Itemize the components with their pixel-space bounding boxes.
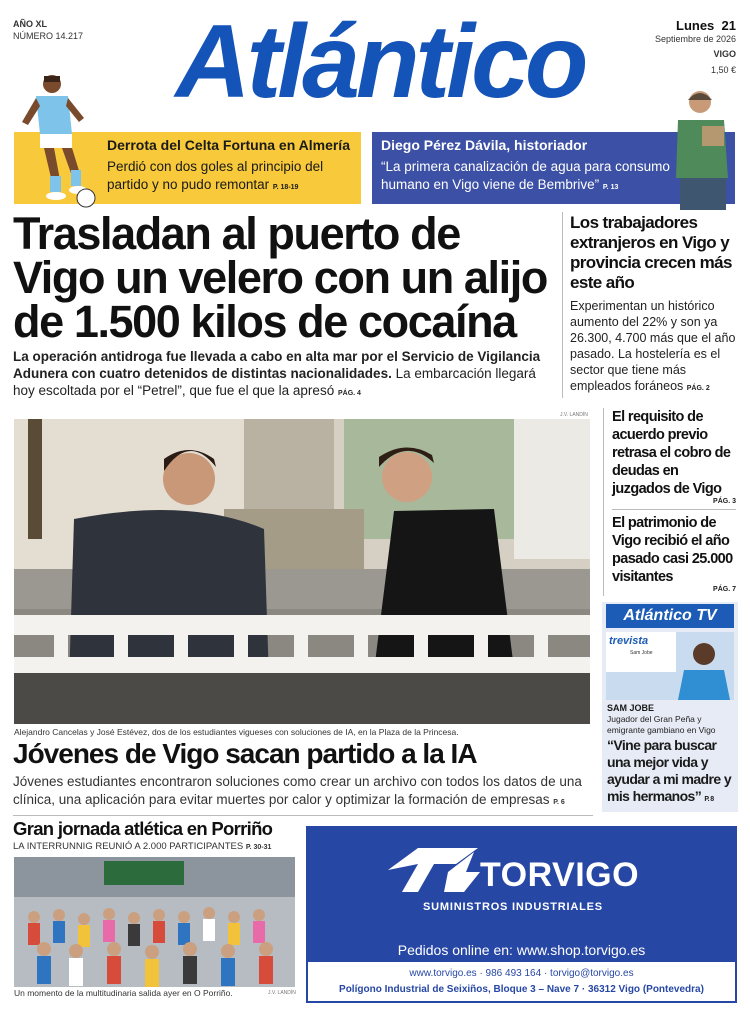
edition-year: AÑO XL <box>13 19 48 29</box>
teaser-historian-text: “La primera canalización de agua para consumo humano en Vigo viene de Bembrive” P. 13 <box>381 159 670 192</box>
second-story-page: P. 6 <box>553 799 565 806</box>
historian-image <box>666 86 742 210</box>
teaser-celta-page: P. 18-19 <box>272 184 299 191</box>
ad-brand: TORVIGO <box>480 856 640 894</box>
third-story-page: P. 30-31 <box>245 844 272 851</box>
tv-screen-sub: Sam Jobe <box>630 650 653 656</box>
brief-divider <box>603 408 604 596</box>
price: 1,50 € <box>710 65 736 75</box>
second-story-text: Jóvenes estudiantes encontraron soluciones como crear un archivo con todos los datos de una clínica, una aplicación para evitar muertes por calor y optimizar la formación de empresas P. 6 <box>13 774 582 807</box>
photo-caption: Alejandro Cancelas y José Estévez, dos de los estudiantes vigueses con soluciones de IA, en la Plaza de la Princesa. <box>14 727 459 737</box>
teaser-celta-text: Perdió con dos goles al principio del partido y no pudo remontar P. 18-19 <box>107 159 324 192</box>
teaser-historian-title: Diego Pérez Dávila, historiador <box>381 137 588 153</box>
brief-rule <box>612 509 736 510</box>
main-subheadline <box>13 348 558 402</box>
race-photo[interactable] <box>14 857 295 987</box>
teaser-celta-title: Derrota del Celta Fortuna en Almería <box>107 137 350 153</box>
main-page-ref: PÁG. 4 <box>337 390 361 397</box>
torvigo-ad[interactable] <box>306 826 737 1003</box>
edition-number: NÚMERO 14.217 <box>13 31 84 41</box>
atlantico-tv-box[interactable] <box>602 602 738 812</box>
tv-page: P. 8 <box>704 796 714 803</box>
column-divider <box>562 212 563 398</box>
photo-credit: J.V. LANDÍN <box>560 412 588 418</box>
edition-info <box>13 18 83 42</box>
ad-online[interactable]: Pedidos online en: www.shop.torvigo.es <box>397 942 646 958</box>
tv-thumbnail[interactable] <box>606 632 734 700</box>
day-number: 21 <box>721 18 736 33</box>
city: VIGO <box>713 49 736 59</box>
main-headline[interactable]: Trasladan al puerto de Vigo un velero con un alijo de 1.500 kilos de cocaína <box>13 208 547 347</box>
brief-item[interactable] <box>612 408 736 505</box>
third-headline[interactable]: Gran jornada atlética en Porriño <box>13 818 273 839</box>
tv-screen-text: trevista <box>609 635 649 647</box>
brief-item[interactable] <box>612 514 736 593</box>
brief-page: PÁG. 3 <box>713 498 736 505</box>
side-story-page: PÁG. 2 <box>686 385 710 392</box>
weekday: Lunes <box>676 18 715 33</box>
section-divider <box>13 815 593 816</box>
ad-tagline: SUMINISTROS INDUSTRIALES <box>423 901 603 913</box>
tv-header: Atlántico TV <box>606 604 734 628</box>
tv-guest-name: SAM JOBE <box>607 703 655 713</box>
brief-title: El requisito de acuerdo previo retrasa el cobro de deudas en juzgados de Vigo <box>612 409 731 497</box>
main-photo[interactable] <box>14 419 590 724</box>
side-story-title[interactable]: Los trabajadores extranjeros en Vigo y provincia crecen más este año <box>570 213 732 292</box>
brief-title: El patrimonio de Vigo recibió el año pasado casi 25.000 visitantes <box>612 515 733 585</box>
newspaper-logo[interactable]: Atlántico <box>175 4 585 120</box>
football-player-image <box>14 70 104 210</box>
main-sub-text: La embarcación llegará hoy escoltada por el “Petrel”, que fue el que la apresó <box>13 366 536 398</box>
side-story-text: Experimentan un histórico aumento del 22% y son ya 26.300, 4.700 más que el año pasado. La hostelería es el sector que tiene más empleados foráneos PÁG. 2 <box>570 299 736 393</box>
tv-quote: “Vine para buscar una mejor vida y ayudar a mi madre y mis hermanos” P. 8 <box>607 737 731 804</box>
third-story-sub: LA INTERRUNNIG REUNIÓ A 2.000 PARTICIPANTES P. 30-31 <box>13 841 272 852</box>
tv-guest-desc: Jugador del Gran Peña y emigrante gambiano en Vigo <box>607 714 716 735</box>
main-sub-bold: La operación antidroga fue llevada a cabo en alta mar por el Servicio de Vigilancia Adunera con cuatro detenidos de distintas nacionalidades. <box>13 349 541 381</box>
race-caption: Un momento de la multitudinaria salida ayer en O Porriño. <box>14 988 233 998</box>
ad-address: Polígono Industrial de Seixiños, Bloque 3 – Nave 7 · 36312 Vigo (Pontevedra) <box>339 984 704 995</box>
teaser-historian-page: P. 13 <box>602 184 619 191</box>
second-headline[interactable]: Jóvenes de Vigo sacan partido a la IA <box>13 738 477 769</box>
ad-contacts[interactable]: www.torvigo.es · 986 493 164 · torvigo@torvigo.es <box>409 968 634 979</box>
side-briefs <box>612 408 736 593</box>
ad-footer <box>308 962 735 1001</box>
date-info <box>655 18 736 76</box>
brief-page: PÁG. 7 <box>713 586 736 593</box>
race-credit: J.V. LANDÍN <box>268 990 296 996</box>
month-year: Septiembre de 2026 <box>654 34 736 44</box>
